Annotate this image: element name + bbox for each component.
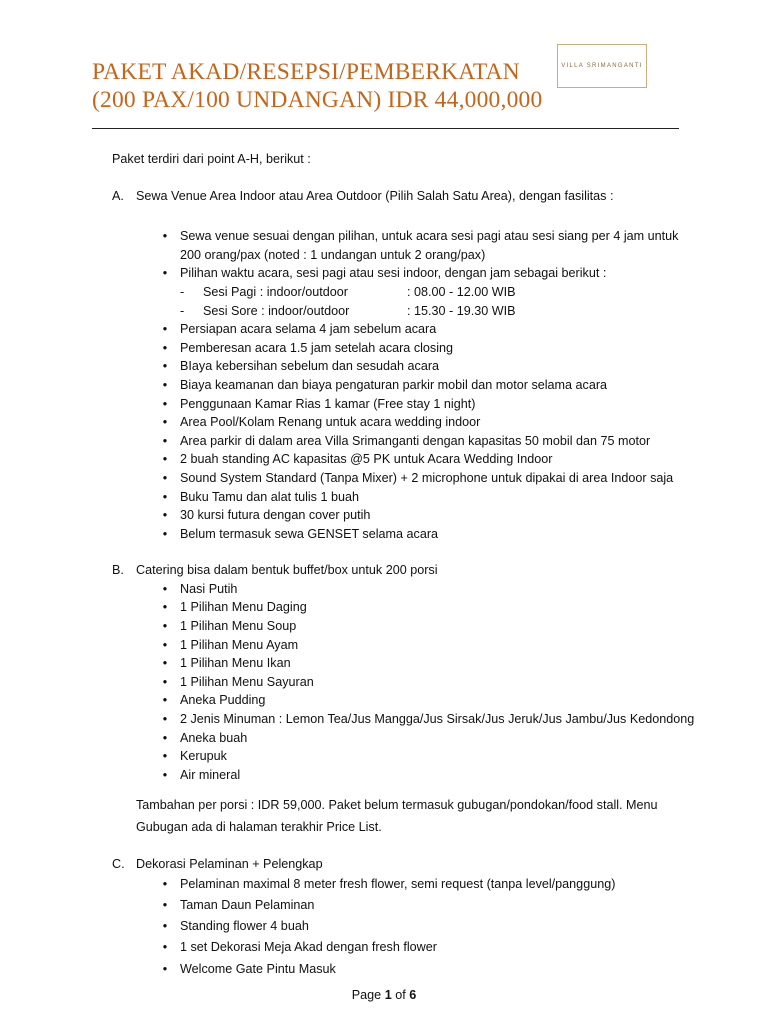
- bullet-icon: •: [162, 322, 168, 337]
- bullet-icon: •: [162, 712, 168, 727]
- list-item: [112, 320, 712, 339]
- section-b-letter: B.: [112, 563, 124, 578]
- bullet-icon: •: [162, 526, 168, 541]
- section-b-note: [112, 796, 712, 836]
- section-c-items: [112, 875, 712, 978]
- bullet-icon: •: [162, 340, 168, 355]
- list-item: [112, 617, 712, 636]
- list-item: [112, 376, 712, 395]
- document-body: [112, 150, 712, 978]
- page-title: [92, 58, 542, 114]
- bullet-icon: •: [162, 452, 168, 467]
- bullet-icon: •: [162, 656, 168, 671]
- list-item-text: Nasi Putih: [180, 581, 238, 596]
- title-line-1: PAKET AKAD/RESEPSI/PEMBERKATAN: [92, 59, 520, 85]
- list-item: [112, 636, 712, 655]
- list-item: [112, 395, 712, 414]
- section-c-title: Dekorasi Pelaminan + Pelengkap: [136, 856, 323, 871]
- section-b-heading: [112, 561, 712, 580]
- list-item: [112, 469, 712, 488]
- section-b-note-line-1: Tambahan per porsi : IDR 59,000. Paket belum termasuk gubugan/pondokan/food stall. Menu: [136, 798, 658, 813]
- list-item: [112, 875, 712, 894]
- session-time: : 15.30 - 19.30 WIB: [407, 303, 516, 318]
- list-item-text: 2 buah standing AC kapasitas @5 PK untuk Acara Wedding Indoor: [180, 452, 553, 467]
- section-a-item-1-line-2: 200 orang/pax (noted : 1 undangan untuk 2 orang/pax): [180, 247, 486, 262]
- list-item-text: BIaya kebersihan sebelum dan sesudah acara: [180, 359, 440, 374]
- section-b-items: [112, 580, 712, 785]
- list-item-text: Pelaminan maximal 8 meter fresh flower, semi request (tanpa level/panggung): [180, 877, 616, 892]
- section-a-item-2: Pilihan waktu acara, sesi pagi atau sesi indoor, dengan jam sebagai berikut :: [180, 266, 607, 281]
- list-item-text: Biaya keamanan dan biaya pengaturan parkir mobil dan motor selama acara: [180, 377, 608, 392]
- list-item-text: Pemberesan acara 1.5 jam setelah acara closing: [180, 340, 454, 355]
- section-a-items: [112, 320, 712, 543]
- list-item: [112, 450, 712, 469]
- bullet-icon: •: [162, 508, 168, 523]
- bullet-icon: •: [162, 489, 168, 504]
- section-a-list: [112, 227, 712, 246]
- bullet-icon: •: [162, 730, 168, 745]
- session-row-evening: [112, 302, 712, 321]
- list-item-text: Area parkir di dalam area Villa Srimanganti dengan kapasitas 50 mobil dan 75 motor: [180, 433, 651, 448]
- title-line-2: (200 PAX/100 UNDANGAN) IDR 44,000,000: [92, 87, 543, 113]
- list-item-text: Air mineral: [180, 767, 241, 782]
- list-item: [112, 264, 712, 283]
- page-of-label: of: [391, 988, 410, 1002]
- bullet-icon: •: [162, 919, 168, 934]
- list-item: [112, 673, 712, 692]
- dash-marker: -: [180, 303, 185, 318]
- bullet-icon: •: [162, 415, 168, 430]
- section-a-list-cont: [112, 264, 712, 283]
- list-item: [112, 413, 712, 432]
- bullet-icon: •: [162, 674, 168, 689]
- bullet-icon: •: [162, 581, 168, 596]
- title-divider: [92, 128, 679, 129]
- bullet-icon: •: [162, 377, 168, 392]
- list-item-text: Sound System Standard (Tanpa Mixer) + 2 microphone untuk dipakai di area Indoor saja: [180, 470, 674, 485]
- bullet-icon: •: [162, 877, 168, 892]
- list-item: [112, 896, 712, 915]
- list-item: [112, 432, 712, 451]
- dash-marker: -: [180, 284, 185, 299]
- bullet-icon: •: [162, 619, 168, 634]
- list-item-text: 1 Pilihan Menu Ikan: [180, 656, 291, 671]
- list-item: [112, 710, 712, 729]
- section-b-title: Catering bisa dalam bentuk buffet/box untuk 200 porsi: [136, 563, 438, 578]
- bullet-icon: •: [162, 637, 168, 652]
- list-item: [112, 357, 712, 376]
- list-item: [112, 729, 712, 748]
- list-item-text: Penggunaan Kamar Rias 1 kamar (Free stay 1 night): [180, 396, 476, 411]
- section-c-heading: [112, 855, 712, 874]
- bullet-icon: •: [162, 433, 168, 448]
- bullet-icon: •: [162, 961, 168, 976]
- page-label: Page: [351, 988, 385, 1002]
- list-item-text: Area Pool/Kolam Renang untuk acara wedding indoor: [180, 415, 481, 430]
- bullet-icon: •: [162, 266, 168, 281]
- page-footer: [0, 988, 768, 1002]
- list-item: [112, 938, 712, 957]
- section-b-note-line-2: Gubugan ada di halaman terakhir Price List.: [136, 820, 382, 834]
- session-name: Sesi Pagi : indoor/outdoor: [203, 284, 348, 299]
- list-item: [112, 227, 712, 246]
- list-item-text: 1 Pilihan Menu Daging: [180, 600, 307, 615]
- list-item: [112, 917, 712, 936]
- list-item: [112, 488, 712, 507]
- list-item: [112, 506, 712, 525]
- bullet-icon: •: [162, 229, 168, 244]
- list-item-text: 1 Pilihan Menu Sayuran: [180, 674, 314, 689]
- section-a-item-1-line-1: Sewa venue sesuai dengan pilihan, untuk acara sesi pagi atau sesi siang per 4 jam untuk: [180, 229, 679, 244]
- list-item: [112, 766, 712, 785]
- logo-text: VILLA SRIMANGANTI: [561, 63, 643, 69]
- list-item: [112, 747, 712, 766]
- bullet-icon: •: [162, 359, 168, 374]
- list-item-text: Taman Daun Pelaminan: [180, 898, 315, 913]
- bullet-icon: •: [162, 396, 168, 411]
- list-item: [112, 960, 712, 979]
- list-item-text: Aneka buah: [180, 730, 248, 745]
- villa-logo: [557, 44, 647, 88]
- list-item-text: Standing flower 4 buah: [180, 919, 309, 934]
- section-a-letter: A.: [112, 188, 124, 203]
- bullet-icon: •: [162, 767, 168, 782]
- list-item-text: Aneka Pudding: [180, 693, 266, 708]
- section-a-title: Sewa Venue Area Indoor atau Area Outdoor (Pilih Salah Satu Area), dengan fasilitas :: [136, 188, 614, 203]
- session-row-morning: [112, 283, 712, 302]
- list-item-text: Belum termasuk sewa GENSET selama acara: [180, 526, 439, 541]
- list-item-text: 1 Pilihan Menu Soup: [180, 619, 297, 634]
- list-item: [112, 580, 712, 599]
- list-item-text: Buku Tamu dan alat tulis 1 buah: [180, 489, 359, 504]
- list-item: [112, 598, 712, 617]
- intro-text: Paket terdiri dari point A-H, berikut :: [112, 152, 311, 166]
- bullet-icon: •: [162, 470, 168, 485]
- list-item: [112, 691, 712, 710]
- list-item: [112, 339, 712, 358]
- section-c-letter: C.: [112, 856, 125, 871]
- list-item-text: Persiapan acara selama 4 jam sebelum acara: [180, 322, 437, 337]
- bullet-icon: •: [162, 600, 168, 615]
- list-item-text: Welcome Gate Pintu Masuk: [180, 961, 336, 976]
- list-item-text: 1 Pilihan Menu Ayam: [180, 637, 299, 652]
- page-number: 1: [384, 988, 392, 1002]
- bullet-icon: •: [162, 693, 168, 708]
- list-item-text: 1 set Dekorasi Meja Akad dengan fresh flower: [180, 940, 437, 955]
- list-item-text: 2 Jenis Minuman : Lemon Tea/Jus Mangga/Jus Sirsak/Jus Jeruk/Jus Jambu/Jus Kedondong: [180, 712, 695, 727]
- list-item-text: 30 kursi futura dengan cover putih: [180, 508, 371, 523]
- bullet-icon: •: [162, 940, 168, 955]
- bullet-icon: •: [162, 898, 168, 913]
- session-time: : 08.00 - 12.00 WIB: [407, 284, 516, 299]
- list-item-text: Kerupuk: [180, 749, 227, 764]
- page-total: 6: [409, 988, 417, 1002]
- section-a-heading: [112, 187, 712, 206]
- session-name: Sesi Sore : indoor/outdoor: [203, 303, 350, 318]
- list-item: [112, 654, 712, 673]
- list-item: [112, 525, 712, 544]
- bullet-icon: •: [162, 749, 168, 764]
